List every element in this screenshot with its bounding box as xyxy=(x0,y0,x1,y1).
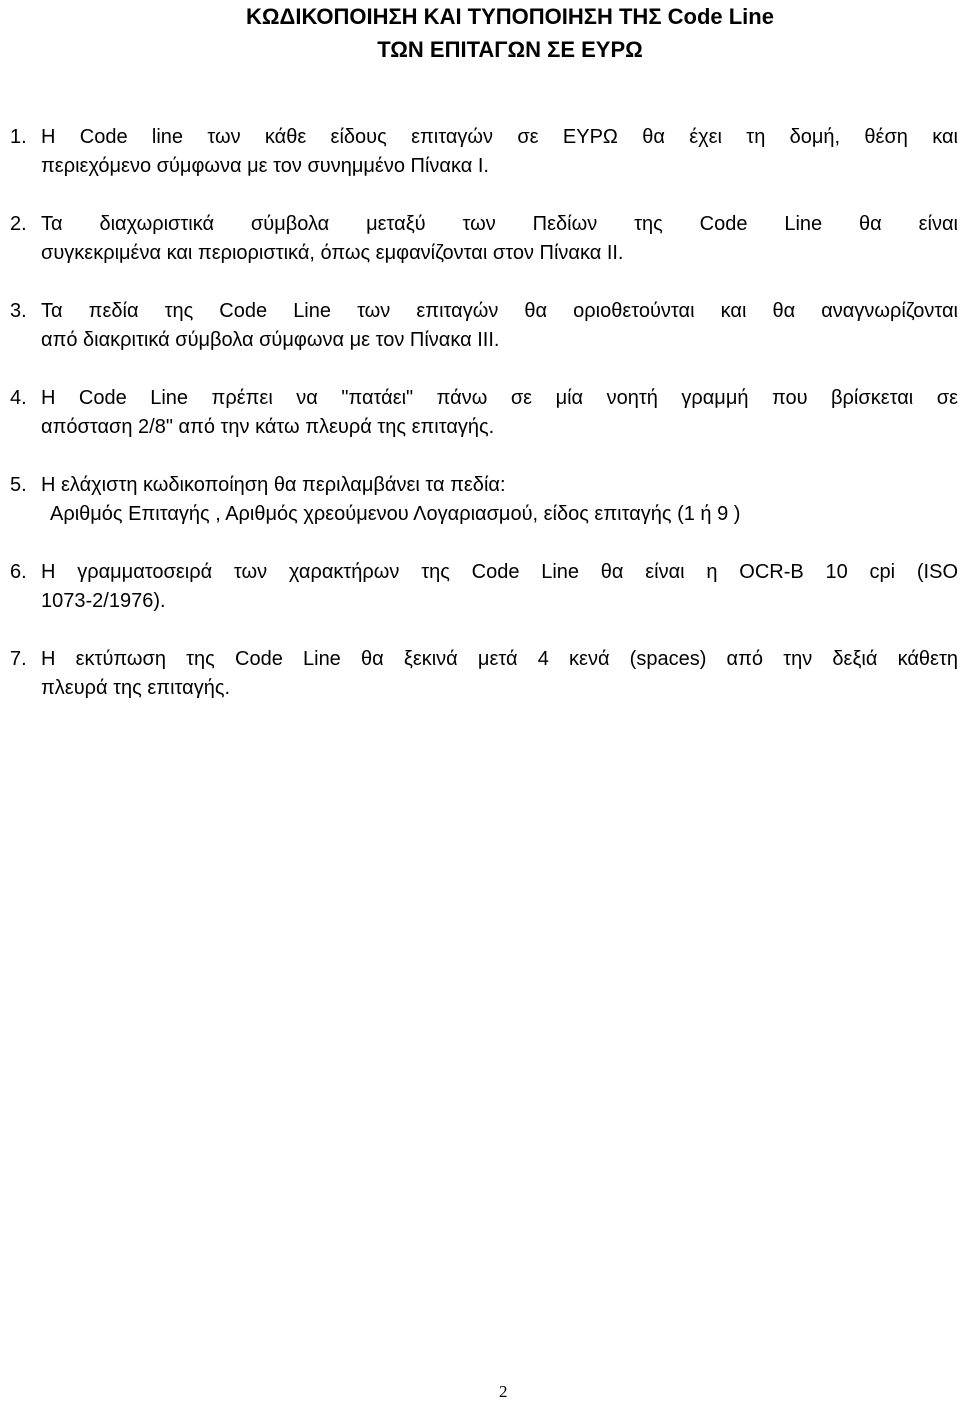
list-item-text-line: Η Code Line πρέπει να "πατάει" πάνω σε μία νοητή γραμμή που βρίσκεται σε xyxy=(41,387,958,409)
list-item xyxy=(10,645,958,703)
list-item-text-line: Η γραμματοσειρά των χαρακτήρων της Code Line θα είναι η OCR-B 10 cpi (ISO xyxy=(41,561,958,583)
list-item-text-line: συγκεκριμένα και περιοριστικά, όπως εμφανίζονται στον Πίνακα ΙΙ. xyxy=(41,242,624,264)
list-item-number: 7. xyxy=(10,648,27,670)
list-item xyxy=(10,210,958,268)
list-item-text-line: Η εκτύπωση της Code Line θα ξεκινά μετά 4 κενά (spaces) από την δεξιά κάθετη xyxy=(41,648,958,670)
list-item-text-line: Τα διαχωριστικά σύμβολα μεταξύ των Πεδίων της Code Line θα είναι xyxy=(41,213,958,235)
list-item xyxy=(10,384,958,442)
list-item-number: 5. xyxy=(10,474,27,496)
page-number: 2 xyxy=(499,1382,508,1401)
list-item xyxy=(10,471,958,529)
list-item-text-line: Η Code line των κάθε είδους επιταγών σε ΕΥΡΩ θα έχει τη δομή, θέση και xyxy=(41,126,958,148)
list-item xyxy=(10,123,958,181)
list-item xyxy=(10,297,958,355)
document-title-line-1: ΚΩΔΙΚΟΠΟΙΗΣΗ ΚΑΙ ΤΥΠΟΠΟΙΗΣΗ ΤΗΣ Code Line xyxy=(246,4,774,29)
list-item-text-line: Η ελάχιστη κωδικοποίηση θα περιλαμβάνει τα πεδία: xyxy=(41,474,506,496)
list-item-text-line: Αριθμός Επιταγής , Αριθμός χρεούμενου Λογαριασμού, είδος επιταγής (1 ή 9 ) xyxy=(50,503,741,525)
list-item-text-line: 1073-2/1976). xyxy=(41,590,166,612)
list-item-number: 2. xyxy=(10,213,27,235)
list-item-text-line: απόσταση 2/8" από την κάτω πλευρά της επιταγής. xyxy=(41,416,495,438)
list-item-text-line: πλευρά της επιταγής. xyxy=(41,677,231,699)
list-item-number: 6. xyxy=(10,561,27,583)
list-item-text-line: από διακριτικά σύμβολα σύμφωνα με τον Πίνακα ΙΙΙ. xyxy=(41,329,500,351)
document-title-line-2: ΤΩΝ ΕΠΙΤΑΓΩΝ ΣΕ ΕΥΡΩ xyxy=(377,37,643,62)
list-item-number: 3. xyxy=(10,300,27,322)
list-item-text-line: Τα πεδία της Code Line των επιταγών θα οριοθετούνται και θα αναγνωρίζονται xyxy=(41,300,958,322)
list-item xyxy=(10,558,958,616)
list-item-text-line: περιεχόμενο σύμφωνα με τον συνημμένο Πίνακα Ι. xyxy=(41,155,489,177)
list-item-number: 1. xyxy=(10,126,27,148)
list-item-number: 4. xyxy=(10,387,27,409)
